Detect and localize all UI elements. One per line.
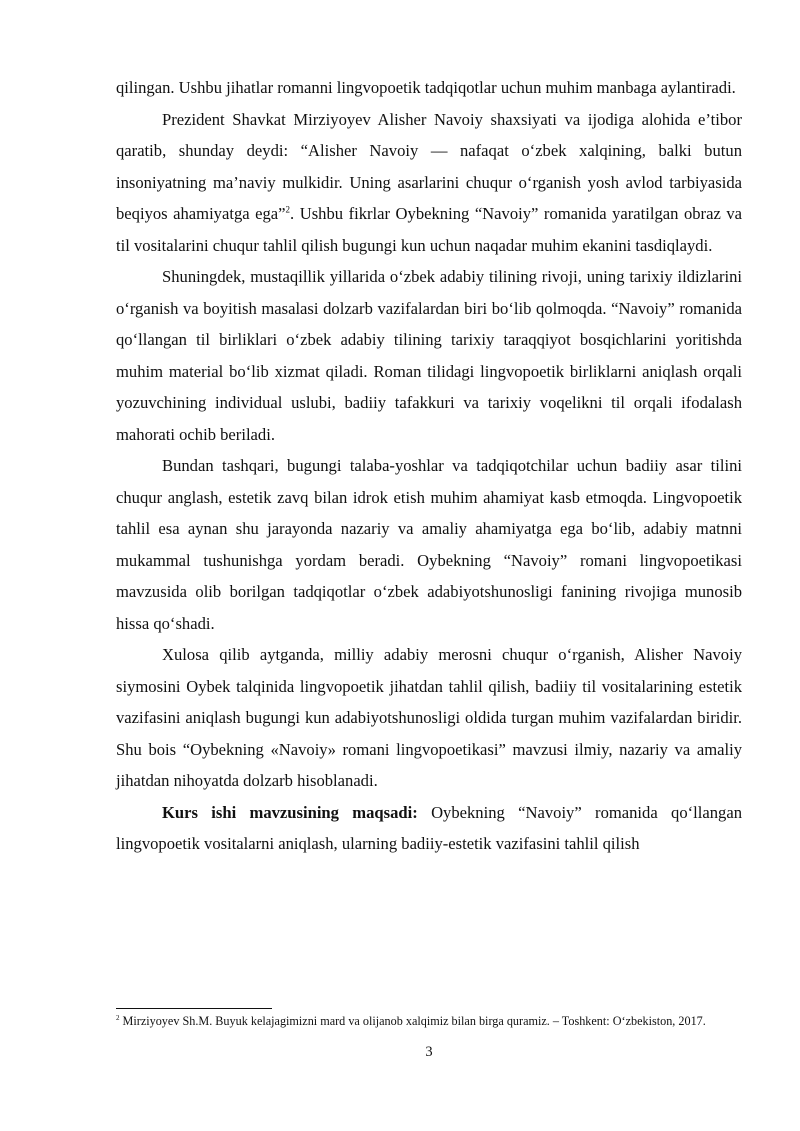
body-paragraph: Shuningdek, mustaqillik yillarida o‘zbek adabiy tilining rivoji, uning tarixiy ildizlarini o‘rganish va boyitish masalasi dolzarb vazifalardan biri bo‘lib qolmoqda. “Navoiy” romanida qo‘llangan til birliklari o‘zbek adabiy tilining tarixiy taraqqiyot bosqichlarini yoritishda muhim material bo‘lib xizmat qiladi. Roman tilidagi lingvopoetik birliklarni aniqlash orqali yozuvchining individual uslubi, badiiy tafakkuri va tarixiy voqelikni til orqali ifodalash mahorati ochib beriladi. [116, 267, 742, 444]
section-heading-inline: Kurs ishi mavzusining maqsadi: [162, 802, 418, 822]
page-number: 3 [425, 1044, 433, 1060]
footnote-divider [116, 1008, 272, 1009]
footnote-text: Mirziyoyev Sh.M. Buyuk kelajagimizni mard va olijanob xalqimiz bilan birga quramiz. – Toshkent: O‘zbekiston, 2017. [119, 1014, 706, 1028]
footnote-reference[interactable]: 2 [285, 204, 291, 215]
body-paragraph [116, 797, 742, 860]
paragraph-text: Oybekning “Navoiy” romanida qo‘llangan lingvopoetik vositalarni aniqlash, ularning badiiy-estetik vazifasini tahlil qilish [116, 802, 742, 853]
body-paragraph [116, 104, 742, 262]
footnote [116, 1014, 742, 1030]
body-paragraph: qilingan. Ushbu jihatlar romanni lingvopoetik tadqiqotlar uchun muhim manbaga aylantiradi. [116, 78, 736, 97]
footnote-marker: 2 [116, 1013, 120, 1022]
body-paragraph: Bundan tashqari, bugungi talaba-yoshlar va tadqiqotchilar uchun badiiy asar tilini chuqur anglash, estetik zavq bilan idrok etish muhim ahamiyat kasb etmoqda. Lingvopoetik tahlil esa aynan shu jarayonda nazariy va amaliy ahamiyatga ega bo‘lib, adabiy matnni mukammal tushunishga yordam beradi. Oybekning “Navoiy” romani lingvopoetikasi mavzusida olib borilgan tadqiqotlar o‘zbek adabiyotshunosligi fanining rivojiga munosib hissa qo‘shadi. [116, 456, 742, 633]
document-body [116, 72, 742, 860]
paragraph-text: . Ushbu fikrlar Oybekning “Navoiy” romanida yaratilgan obraz va til vositalarini chuqur tahlil qilish bugungi kun uchun naqadar muhim ekanini tasdiqlaydi. [116, 204, 743, 255]
body-paragraph: Xulosa qilib aytganda, milliy adabiy merosni chuqur o‘rganish, Alisher Navoiy siymosini Oybek talqinida lingvopoetik jihatdan tahlil qilish, badiiy til vositalarining estetik vazifasini aniqlash bugungi kun adabiyotshunosligi oldida turgan muhim vazifalardan biridir. Shu bois “Oybekning «Navoiy» romani lingvopoetikasi” mavzusi ilmiy, nazariy va amaliy jihatdan nihoyatda dolzarb hisoblanadi. [116, 645, 742, 790]
paragraph-text: Prezident Shavkat Mirziyoyev Alisher Navoiy shaxsiyati va ijodiga alohida e’tibor qaratib, shunday deydi: “Alisher Navoiy — nafaqat o‘zbek xalqining, balki butun insoniyatning ma’naviy mulkidir. Uning asarlarini chuqur o‘rganish yosh avlod tarbiyasida beqiyos ahamiyatga ega” [116, 109, 742, 223]
